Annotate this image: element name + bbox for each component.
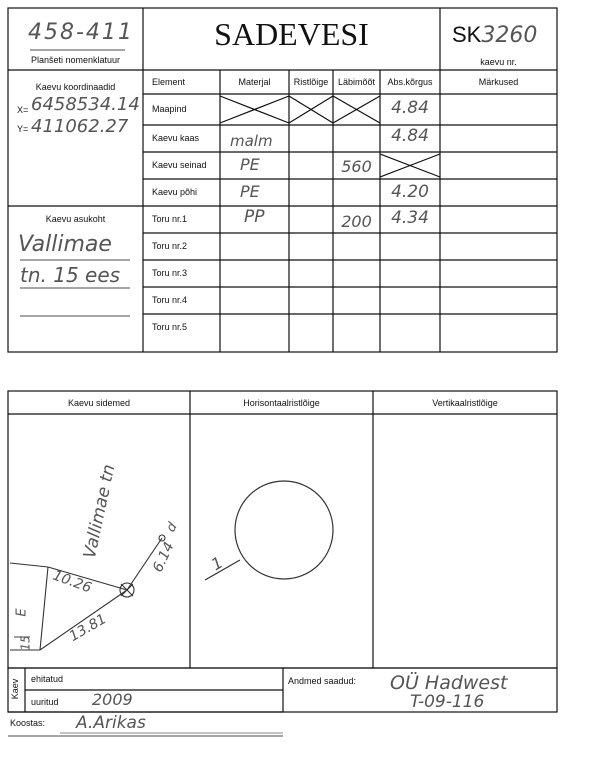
location-line-1: Vallimae	[18, 232, 112, 257]
row-label-toru-1: Toru nr.1	[152, 214, 188, 224]
row-label-toru-2: Toru nr.2	[152, 241, 188, 251]
cell-kaas-height: 4.84	[391, 126, 429, 146]
document-title: SADEVESI	[214, 16, 369, 52]
col-header-abs-height: Abs.kõrgus	[387, 77, 433, 87]
well-prefix: SK	[452, 22, 482, 47]
data-from-line-1: OÜ Hadwest	[390, 672, 508, 694]
sketch-distance-1: 10.26	[50, 567, 94, 597]
nomenclature-label: Planšeti nomenklatuur	[30, 55, 121, 65]
author-value: A.Arikas	[76, 713, 146, 733]
cell-seinad-diameter: 560	[341, 157, 372, 176]
sketch-distance-2: 6.14	[150, 539, 178, 575]
row-label-toru-3: Toru nr.3	[152, 268, 188, 278]
sketch-label-d: d	[163, 520, 181, 535]
y-coordinate-label: Y=	[17, 124, 29, 134]
row-label-kaevu-kaas: Kaevu kaas	[152, 133, 200, 143]
sketch-label-e: E	[14, 608, 30, 617]
connections-header: Kaevu sidemed	[67, 398, 131, 408]
cell-maapind-height: 4.84	[391, 98, 429, 118]
row-label-toru-5: Toru nr.5	[152, 322, 188, 332]
sketch-street-label: Vallimae tn	[80, 462, 120, 561]
surveyed-value: 2009	[92, 690, 133, 709]
nomenclature-value: 458-411	[28, 20, 134, 45]
row-label-kaevu-seinad: Kaevu seinad	[152, 160, 207, 170]
location-line-2: tn. 15 ees	[20, 263, 121, 287]
sketch-distance-3: 13.81	[66, 611, 110, 645]
row-label-maapind: Maapind	[152, 104, 187, 114]
cell-pohi-material: PE	[240, 182, 260, 201]
surveyed-label: uuritud	[31, 697, 59, 707]
well-side-label: Kaev	[10, 678, 20, 700]
cell-seinad-material: PE	[240, 155, 260, 174]
col-header-cross-section: Ristlõige	[293, 77, 329, 87]
data-from-label: Andmed saadud:	[288, 676, 357, 686]
cell-kaas-material: malm	[230, 132, 273, 150]
row-label-kaevu-pohi: Kaevu põhi	[152, 187, 198, 197]
x-coordinate-value: 6458534.14	[31, 94, 140, 115]
cell-pohi-height: 4.20	[391, 182, 429, 202]
coordinates-label: Kaevu koordinaadid	[35, 82, 116, 92]
y-coordinate-value: 411062.27	[31, 116, 129, 137]
horizontal-section-header: Horisontaalristlõige	[243, 398, 320, 408]
author-label: Koostas:	[10, 718, 46, 728]
col-header-notes: Märkused	[478, 77, 519, 87]
data-from-line-2: T-09-116	[410, 692, 485, 712]
vertical-section-header: Vertikaalristlõige	[432, 398, 498, 408]
col-header-diameter: Läbimõõt	[337, 77, 376, 87]
cell-toru1-material: PP	[244, 207, 265, 227]
cell-toru1-height: 4.34	[391, 208, 429, 228]
cell-toru1-diameter: 200	[341, 212, 372, 231]
location-label: Kaevu asukoht	[45, 214, 106, 224]
sketch-label-15: 15	[18, 635, 33, 651]
pipe-number-label: 1	[207, 552, 227, 575]
well-number-value: 3260	[481, 23, 538, 48]
col-header-material: Materjal	[238, 77, 271, 87]
built-label: ehitatud	[31, 674, 64, 684]
well-number-label: kaevu nr.	[480, 57, 517, 67]
row-label-toru-4: Toru nr.4	[152, 295, 188, 305]
x-coordinate-label: X=	[17, 105, 29, 115]
col-header-element: Element	[152, 77, 186, 87]
well-number	[452, 22, 537, 48]
